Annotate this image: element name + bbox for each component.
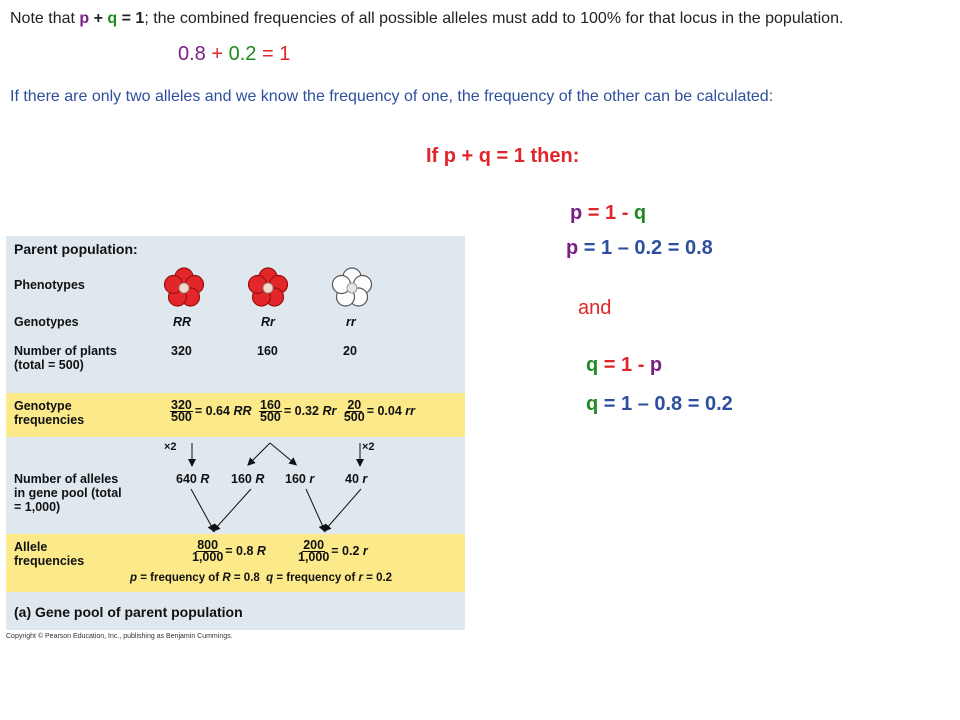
frequency-note bbox=[10, 8, 958, 30]
sum-q-value: 0.2 bbox=[228, 43, 257, 65]
note-rest: ; the combined frequencies of all possible alleles must add to 100% for that locus in the population. bbox=[144, 10, 844, 27]
red-flower-icon bbox=[165, 268, 204, 306]
p-formula-mid: = 1 - bbox=[582, 202, 634, 224]
note-eq: = 1 bbox=[117, 10, 145, 27]
genotype-frequencies-label: Genotype frequencies bbox=[14, 399, 85, 427]
q-formula-mid: = 1 - bbox=[598, 354, 650, 376]
genotype-heterozygous: Rr bbox=[261, 315, 275, 329]
times-two-left: ×2 bbox=[164, 441, 177, 453]
p-q-definitions: p = frequency of R = 0.8 q = frequency of r = 0.2 bbox=[130, 572, 393, 584]
phenotypes-label: Phenotypes bbox=[14, 278, 85, 292]
allele-count-160-R: 160 R bbox=[231, 472, 265, 486]
allele-count-40-r: 40 r bbox=[345, 472, 368, 486]
gene-pool-figure bbox=[6, 236, 465, 630]
p-calc-lhs: p bbox=[566, 237, 579, 259]
genotypes-label: Genotypes bbox=[14, 315, 79, 329]
times-two-right: ×2 bbox=[362, 441, 375, 453]
allele-frequency-r: $\frac{200}{1,000}$ = 0.2 r bbox=[298, 538, 368, 564]
red-flower-icon bbox=[249, 268, 288, 306]
allele-frequency-R: $\frac{800}{1,000}$ = 0.8 R bbox=[192, 538, 266, 564]
if-then-heading: If p + q = 1 then: bbox=[426, 145, 580, 167]
copyright-text: Copyright © Pearson Education, Inc., publishing as Benjamin Cummings. bbox=[6, 633, 233, 640]
q-calc-lhs: q bbox=[586, 393, 599, 415]
note-q: q bbox=[107, 10, 118, 27]
p-calculation bbox=[566, 237, 713, 260]
and-text: and bbox=[578, 297, 612, 319]
q-formula bbox=[586, 354, 662, 377]
sum-equation bbox=[178, 41, 290, 67]
allele-count-160-r: 160 r bbox=[285, 472, 315, 486]
phenotype-flowers bbox=[162, 264, 382, 312]
allele-frequencies-label: Allele frequencies bbox=[14, 540, 85, 568]
plants-rr-het-count: 160 bbox=[257, 344, 278, 358]
alleles-in-pool-label: Number of alleles in gene pool (total = 1,000) bbox=[14, 472, 122, 514]
q-formula-lhs: q bbox=[586, 354, 599, 376]
number-of-plants-label: Number of plants (total = 500) bbox=[14, 344, 117, 372]
p-formula-rhs: q bbox=[633, 202, 647, 224]
figure-caption: (a) Gene pool of parent population bbox=[14, 604, 243, 620]
q-calc-rest: = 1 – 0.8 = 0.2 bbox=[598, 393, 733, 415]
sum-result: = 1 bbox=[256, 43, 291, 65]
sum-p-value: 0.8 bbox=[178, 43, 206, 65]
allele-count-640-R: 640 R bbox=[176, 472, 210, 486]
plants-rr-rec-count: 20 bbox=[343, 344, 357, 358]
genotype-recessive: rr bbox=[346, 315, 356, 329]
q-calculation bbox=[586, 393, 733, 416]
note-plus: + bbox=[89, 10, 108, 27]
p-formula-lhs: p bbox=[570, 202, 583, 224]
note-p: p bbox=[79, 10, 90, 27]
plants-rr-count: 320 bbox=[171, 344, 192, 358]
genotype-rr-dominant: RR bbox=[173, 315, 192, 329]
note-prefix: Note that bbox=[10, 10, 80, 27]
white-flower-icon bbox=[333, 268, 372, 306]
genotype-frequency-equations: $\frac{320}{500}$ = 0.64 RR $\frac{160}{500}$ = 0.32 Rr $\frac{20}{500}$ = 0.04 rr bbox=[171, 398, 416, 424]
p-calc-rest: = 1 – 0.2 = 0.8 bbox=[578, 237, 713, 259]
p-formula bbox=[570, 202, 646, 225]
sum-op: + bbox=[205, 43, 229, 65]
figure-title: Parent population: bbox=[14, 241, 138, 257]
two-alleles-text: If there are only two alleles and we know the frequency of one, the frequency of the other can be calculated: bbox=[10, 88, 774, 105]
q-formula-rhs: p bbox=[649, 354, 663, 376]
